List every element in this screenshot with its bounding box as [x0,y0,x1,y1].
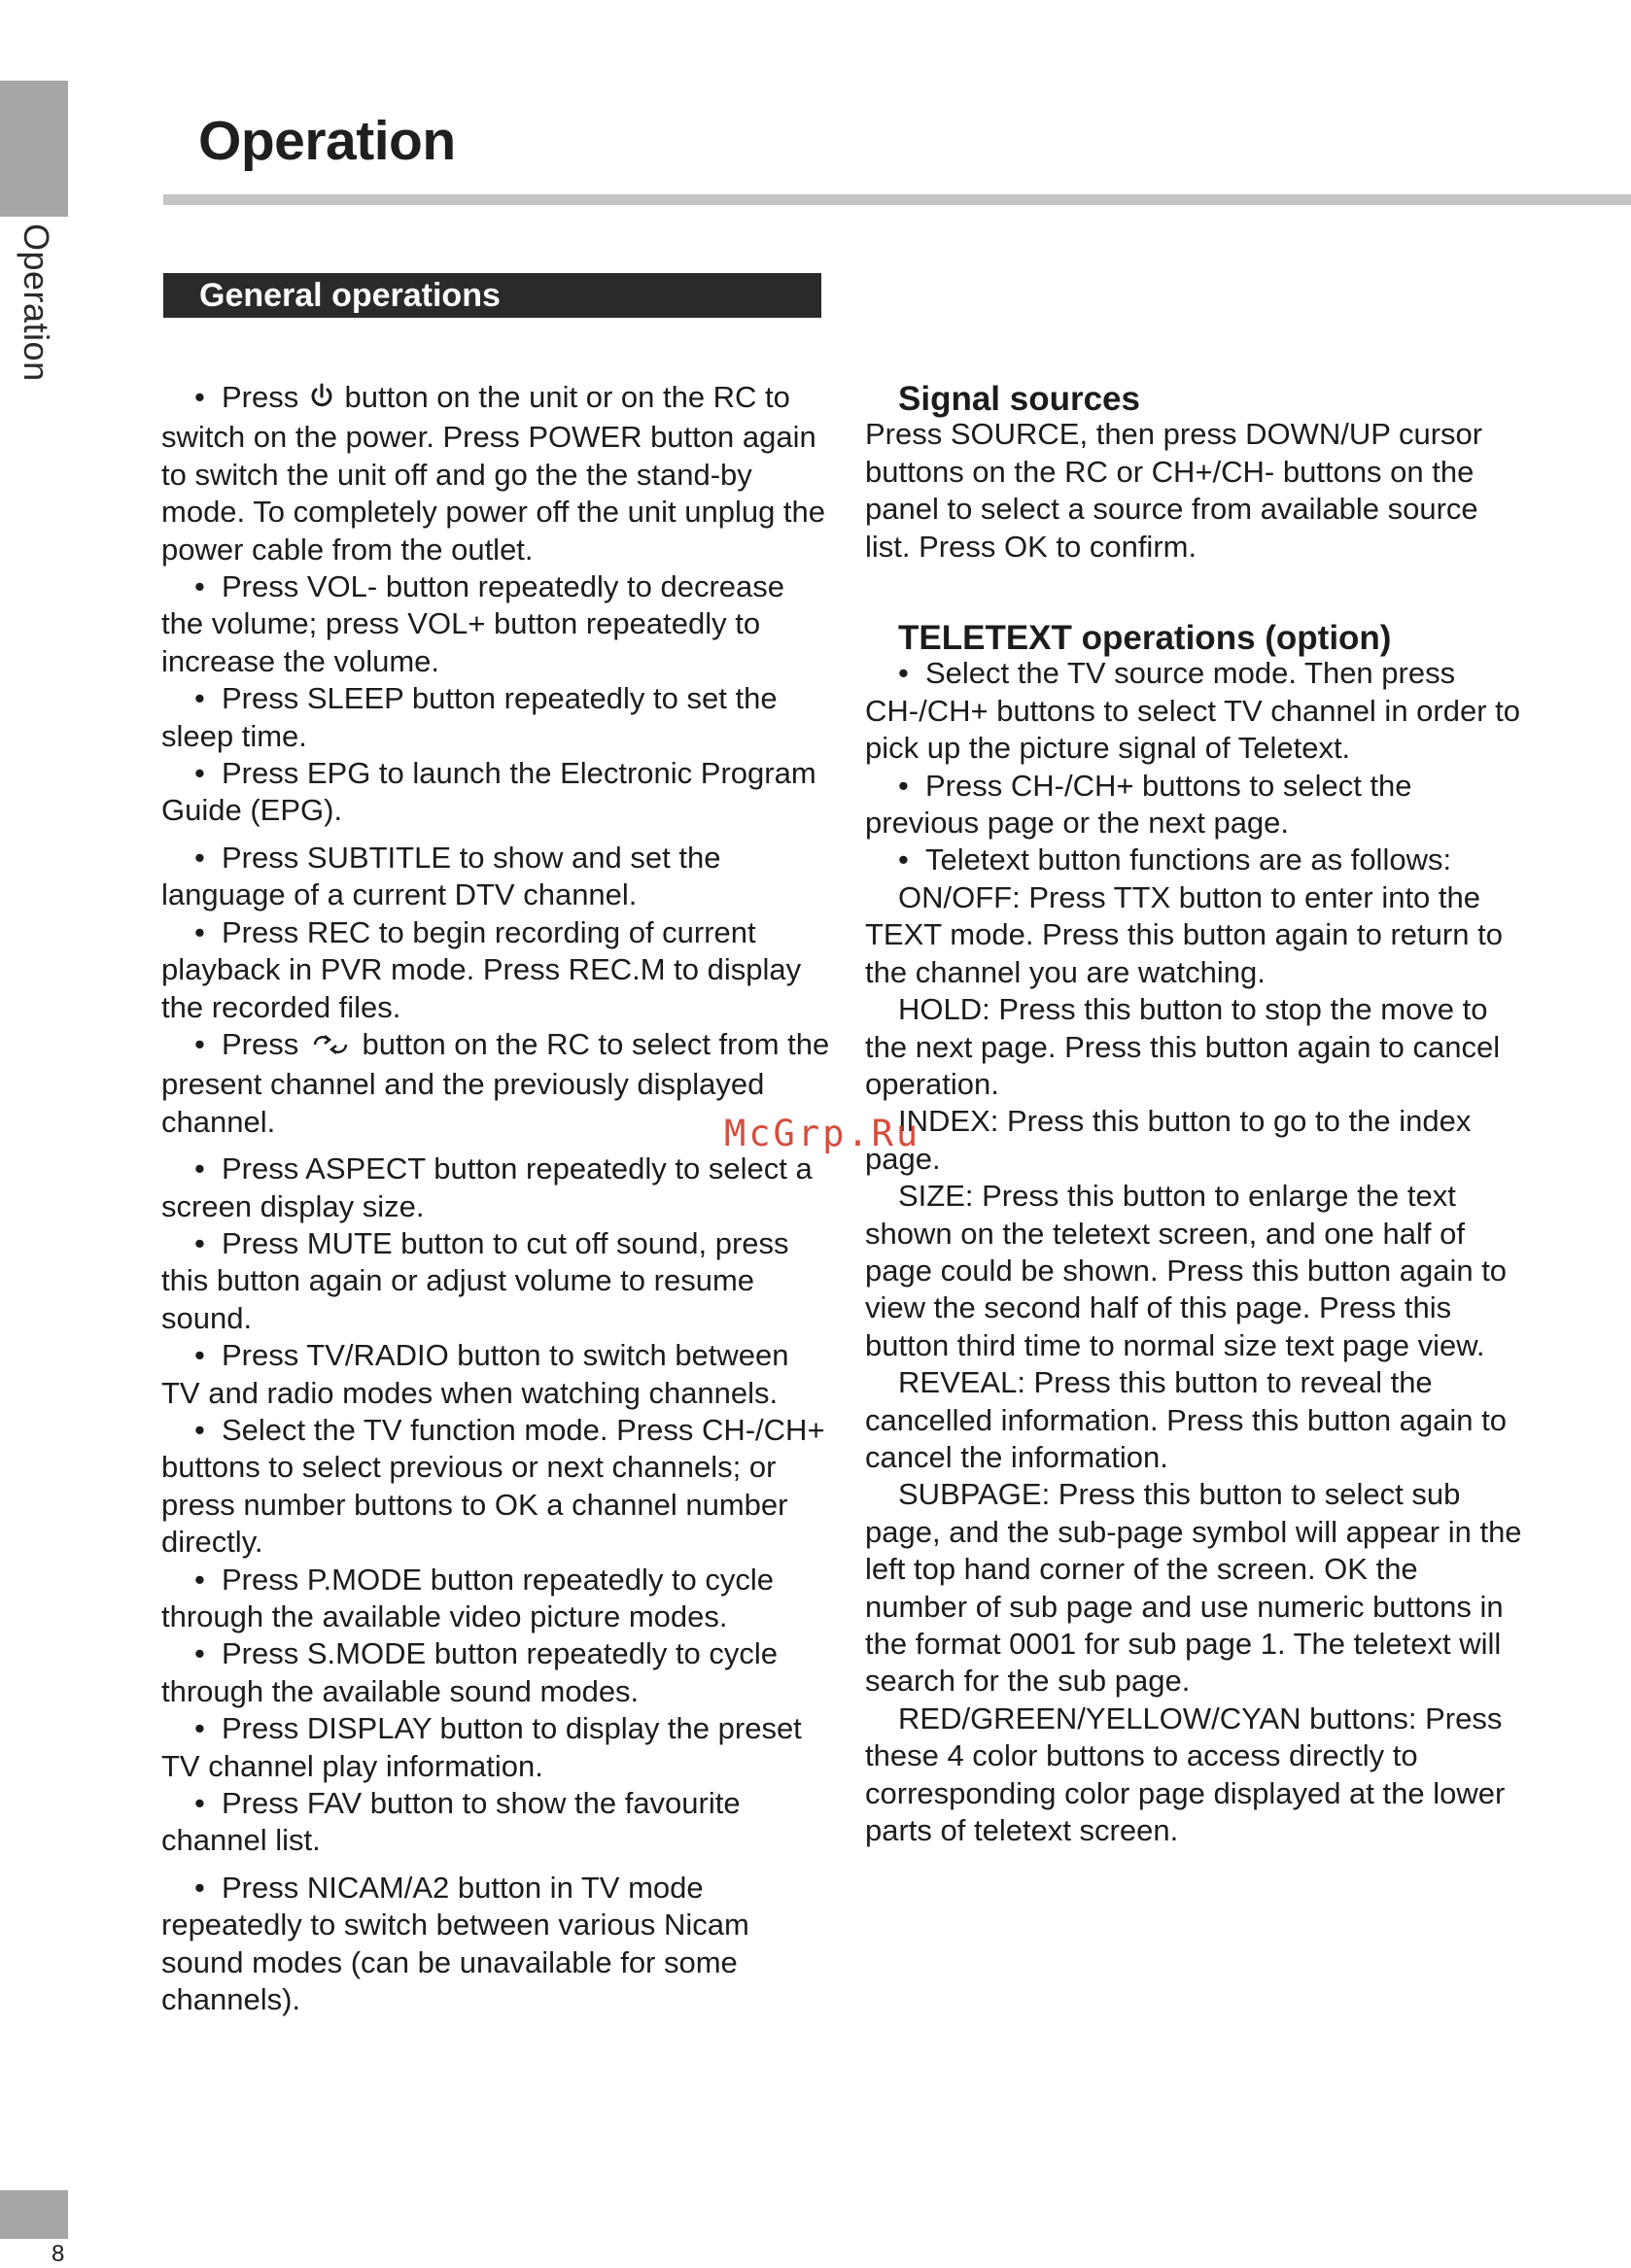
list-item: • Press button on the RC to select from the present channel and the previously displayed channel. [161,1026,830,1139]
signal-sources-heading: Signal sources [898,380,1140,418]
signal-sources-text: Press SOURCE, then press DOWN/UP cursor buttons on the RC or CH+/CH- buttons on the panel to select a source from available source list. Press OK to confirm. [865,417,1483,564]
list-item: • Press MUTE button to cut off sound, press this button again or adjust volume to resume sound. [161,1225,789,1335]
list-item: • Press FAV button to show the favourite channel list. [161,1786,741,1858]
teletext-item-hold: HOLD: Press this button to stop the move to the next page. Press this button again to cancel operation. [865,992,1501,1101]
watermark: McGrp.Ru [724,1113,921,1154]
list-item: • Press button on the unit or on the RC to switch on the power. Press POWER button again to switch the unit off and go the the stand-by mode. To completely power off the unit unplug the power cable from the outlet. [161,380,826,567]
side-tab-marker [0,81,68,217]
teletext-item-index: INDEX: Press this button to go to the index page. [865,1104,1472,1176]
list-item: • Teletext button functions are as follows: [898,842,1452,877]
teletext-item-subpage: SUBPAGE: Press this button to select sub page, and the sub-page symbol will appear in the left top hand corner of the screen. OK the number of sub page and use numeric buttons in the format 0001 for sub page 1. The teletext will search for the sub page. [865,1477,1522,1699]
list-item: • Press TV/RADIO button to switch between TV and radio modes when watching channels. [161,1338,789,1410]
footer-tab-marker [0,2190,68,2239]
list-item: • Press EPG to launch the Electronic Program Guide (EPG). [161,756,816,828]
list-item: • Select the TV function mode. Press CH-/CH+ buttons to select previous or next channels; or press number buttons to OK a channel number directly. [161,1412,825,1560]
list-item: • Press NICAM/A2 button in TV mode repeatedly to switch between various Nicam sound modes (can be unavailable for some channels). [161,1870,749,2017]
right-column [865,381,1526,1849]
page-title: Operation [198,110,456,172]
teletext-item-on-off: ON/OFF: Press TTX button to enter into the TEXT mode. Press this button again to return to the channel you are watching. [865,879,1503,989]
section-heading-general-operations: General operations [163,273,821,318]
list-item: • Press VOL- button repeatedly to decrease the volume; press VOL+ button repeatedly to increase the volume. [161,569,784,678]
list-item: • Press REC to begin recording of current playback in PVR mode. Press REC.M to display the recorded files. [161,914,802,1024]
list-item: • Press P.MODE button repeatedly to cycle through the available video picture modes. [161,1562,775,1633]
list-item: • Press SUBTITLE to show and set the language of a current DTV channel. [161,840,721,912]
left-column [161,379,832,2018]
teletext-heading: TELETEXT operations (option) [898,619,1392,658]
teletext-item-reveal: REVEAL: Press this button to reveal the cancelled information. Press this button again to cancel the information. [865,1365,1507,1474]
list-item: • Press CH-/CH+ buttons to select the previous page or the next page. [865,768,1412,841]
teletext-item-color-buttons: RED/GREEN/YELLOW/CYAN buttons: Press these 4 color buttons to access directly to corresponding color page displayed at the lower parts of teletext screen. [865,1701,1506,1848]
list-item: • Press S.MODE button repeatedly to cycle through the available sound modes. [161,1636,779,1708]
power-icon [309,382,334,419]
title-divider [163,194,1631,205]
side-section-label: Operation [17,223,56,382]
teletext-item-size: SIZE: Press this button to enlarge the text shown on the teletext screen, and one half of page could be shown. Press this button again to view the second half of this page. Press this button third time to normal size text page view. [865,1179,1508,1362]
recall-icon [309,1029,352,1066]
page-number: 8 [52,2241,65,2267]
list-item: • Press SLEEP button repeatedly to set the sleep time. [161,681,778,753]
list-item: • Press DISPLAY button to display the preset TV channel play information. [161,1711,802,1783]
list-item: • Press ASPECT button repeatedly to select a screen display size. [161,1151,813,1223]
list-item: • Select the TV source mode. Then press CH-/CH+ buttons to select TV channel in order to pick up the picture signal of Teletext. [865,656,1521,766]
